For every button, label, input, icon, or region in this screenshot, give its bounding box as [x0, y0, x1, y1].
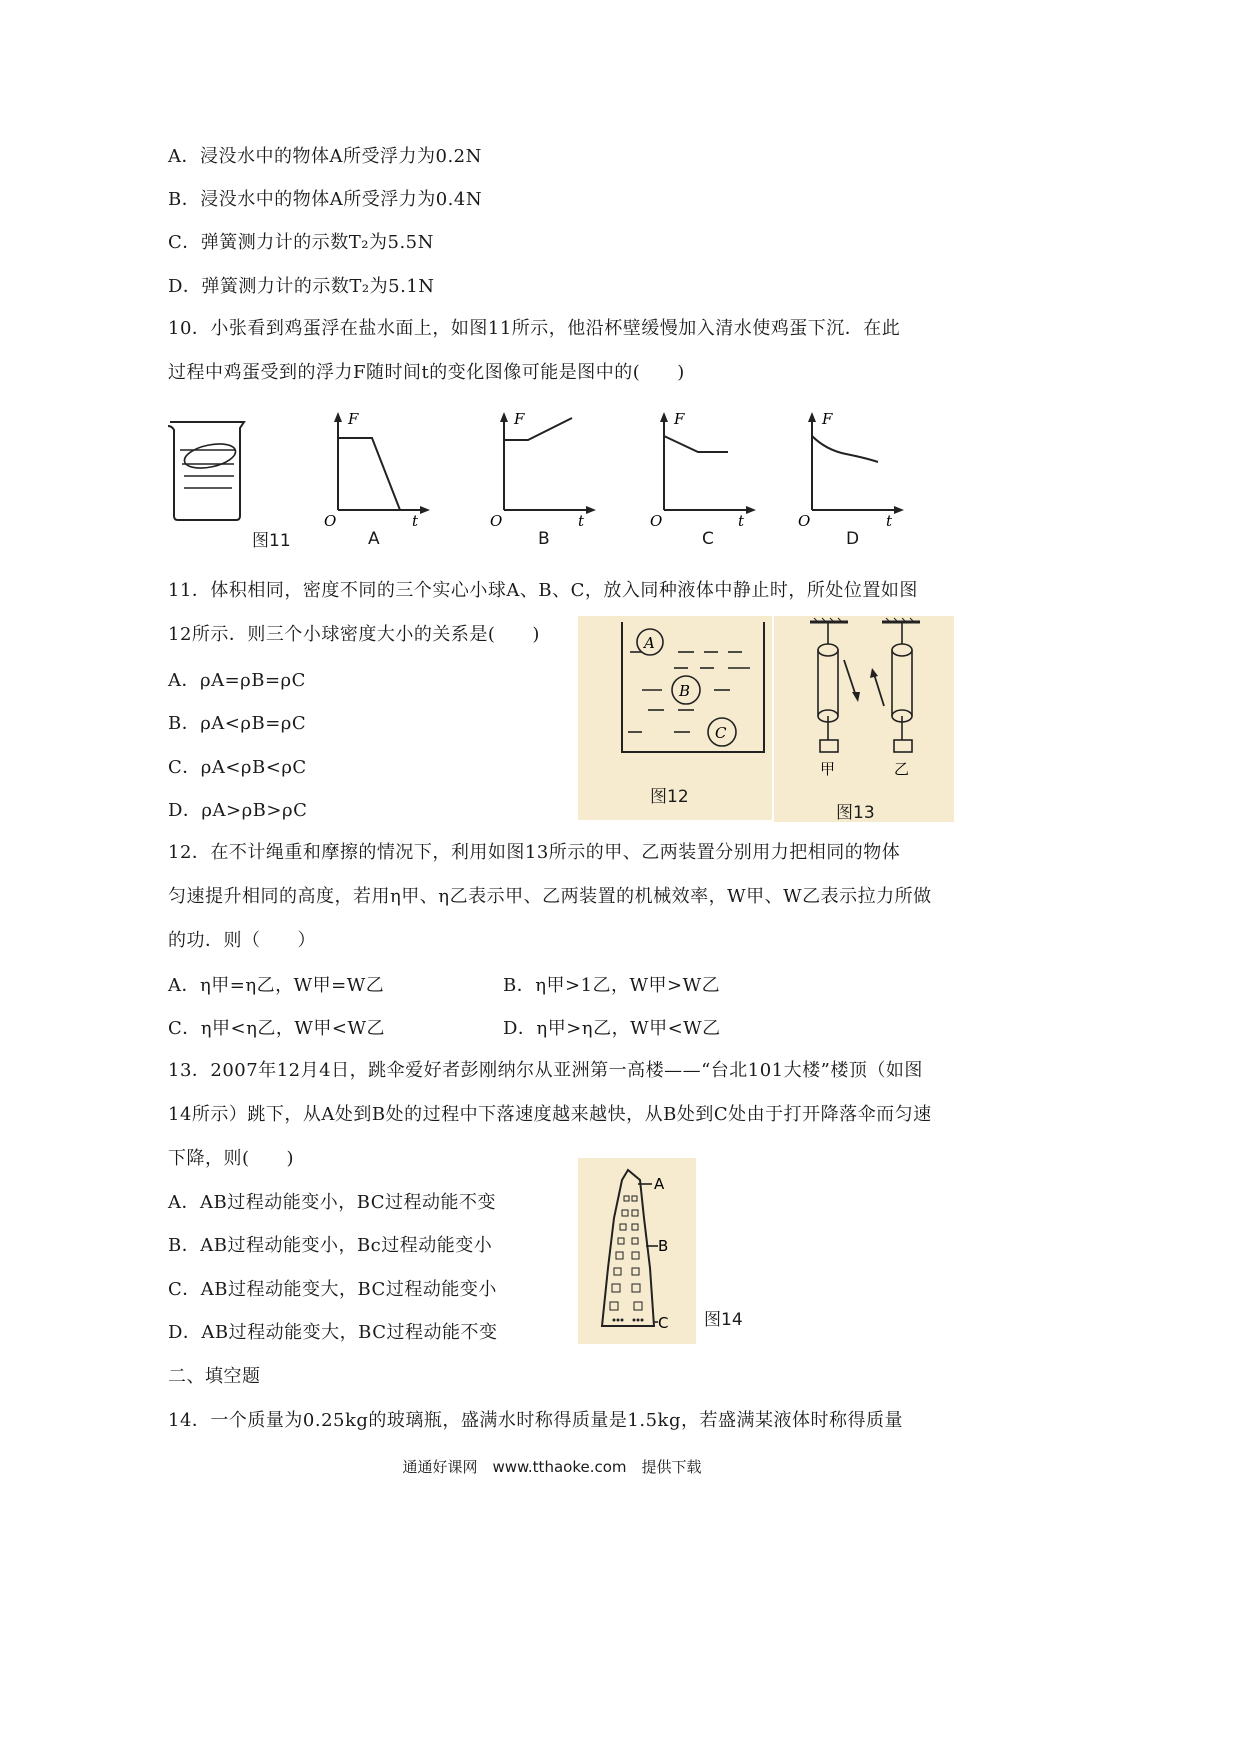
q12-text-line3: 的功．则（ ）	[168, 930, 316, 951]
graph-a-x-label: t	[412, 512, 419, 530]
q12-option-d: D．η甲>η乙，W甲<W乙	[503, 1018, 721, 1039]
q13-option-d: D．AB过程动能变大，BC过程动能不变	[168, 1322, 498, 1343]
graph-c-label: C	[702, 529, 714, 549]
q13-option-c: C．AB过程动能变大，BC过程动能变小	[168, 1279, 497, 1300]
ball-c-label: C	[715, 724, 727, 742]
figure-11-caption: 图11	[252, 531, 291, 551]
graph-b-origin: O	[490, 512, 503, 530]
q12-option-c: C．η甲<η乙，W甲<W乙	[168, 1018, 386, 1039]
q14-text-line1: 14．一个质量为0.25kg的玻璃瓶，盛满水时称得质量是1.5kg，若盛满某液体时称得质量	[168, 1410, 903, 1431]
figure-14-caption: 图14	[704, 1310, 743, 1330]
q13-text-line1: 13．2007年12月4日，跳伞爱好者彭刚纳尔从亚洲第一高楼——“台北101大楼”楼顶（如图	[168, 1060, 923, 1081]
q12-option-a: A．η甲=η乙，W甲=W乙	[168, 975, 385, 996]
figure-14-building	[578, 1158, 696, 1344]
graph-c-x-label: t	[738, 512, 745, 530]
graph-d-origin: O	[798, 512, 811, 530]
graph-c-y-label: F	[674, 410, 685, 428]
figure-13	[774, 616, 954, 822]
graph-d	[796, 410, 906, 530]
q13-option-a: A．AB过程动能变小，BC过程动能不变	[168, 1192, 497, 1213]
page-footer: 通通好课网 www.tthaoke.com 提供下载	[402, 1458, 702, 1476]
graph-c	[648, 410, 758, 530]
building-point-b: B	[658, 1237, 669, 1255]
graph-a-origin: O	[324, 512, 337, 530]
graph-a-label: A	[368, 529, 380, 549]
q11-option-b: B．ρA<ρB=ρC	[168, 713, 307, 734]
q9-option-d: D．弹簧测力计的示数T₂为5.1N	[168, 276, 435, 297]
q9-option-c: C．弹簧测力计的示数T₂为5.5N	[168, 232, 434, 253]
q13-text-line3: 下降，则( )	[168, 1148, 295, 1169]
figure-12	[578, 616, 772, 820]
building-point-a: A	[654, 1175, 665, 1193]
figure-13-left-label: 甲	[820, 760, 836, 778]
q10-text-line1: 10．小张看到鸡蛋浮在盐水面上，如图11所示，他沿杯壁缓慢加入清水使鸡蛋下沉．在此	[168, 318, 901, 339]
figure-13-right-label: 乙	[894, 760, 910, 778]
building-point-c: C	[658, 1314, 669, 1332]
graph-b-x-label: t	[578, 512, 585, 530]
q9-option-a: A．浸没水中的物体A所受浮力为0.2N	[168, 146, 482, 167]
figure-11-beaker	[162, 418, 252, 522]
graph-d-x-label: t	[886, 512, 893, 530]
figure-13-caption: 图13	[836, 803, 875, 823]
graph-a	[322, 410, 432, 530]
q12-text-line2: 匀速提升相同的高度，若用η甲、η乙表示甲、乙两装置的机械效率，W甲、W乙表示拉力所做	[168, 886, 932, 907]
q11-option-a: A．ρA=ρB=ρC	[168, 670, 306, 691]
graph-c-origin: O	[650, 512, 663, 530]
q11-option-d: D．ρA>ρB>ρC	[168, 800, 308, 821]
graph-b-label: B	[538, 529, 550, 549]
graph-a-y-label: F	[348, 410, 359, 428]
q12-text-line1: 12．在不计绳重和摩擦的情况下，利用如图13所示的甲、乙两装置分别用力把相同的物体	[168, 842, 901, 863]
q11-text-line1: 11．体积相同，密度不同的三个实心小球A、B、C，放入同种液体中静止时，所处位置如图	[168, 580, 918, 601]
ball-a-label: A	[644, 634, 655, 652]
q11-text-line2: 12所示．则三个小球密度大小的关系是( )	[168, 624, 540, 645]
graph-b	[488, 410, 598, 530]
q12-option-b: B．η甲>1乙，W甲>W乙	[503, 975, 721, 996]
figure-12-caption: 图12	[650, 787, 689, 807]
graph-d-y-label: F	[822, 410, 833, 428]
q13-text-line2: 14所示）跳下，从A处到B处的过程中下落速度越来越快，从B处到C处由于打开降落伞而匀速	[168, 1104, 932, 1125]
ball-b-label: B	[679, 682, 691, 700]
q9-option-b: B．浸没水中的物体A所受浮力为0.4N	[168, 189, 483, 210]
graph-d-label: D	[846, 529, 860, 549]
q13-option-b: B．AB过程动能变小，Bc过程动能变小	[168, 1235, 493, 1256]
graph-b-y-label: F	[514, 410, 525, 428]
section-fill-in-title: 二、填空题	[168, 1366, 261, 1387]
q10-text-line2: 过程中鸡蛋受到的浮力F随时间t的变化图像可能是图中的( )	[168, 362, 685, 383]
q11-option-c: C．ρA<ρB<ρC	[168, 757, 307, 778]
